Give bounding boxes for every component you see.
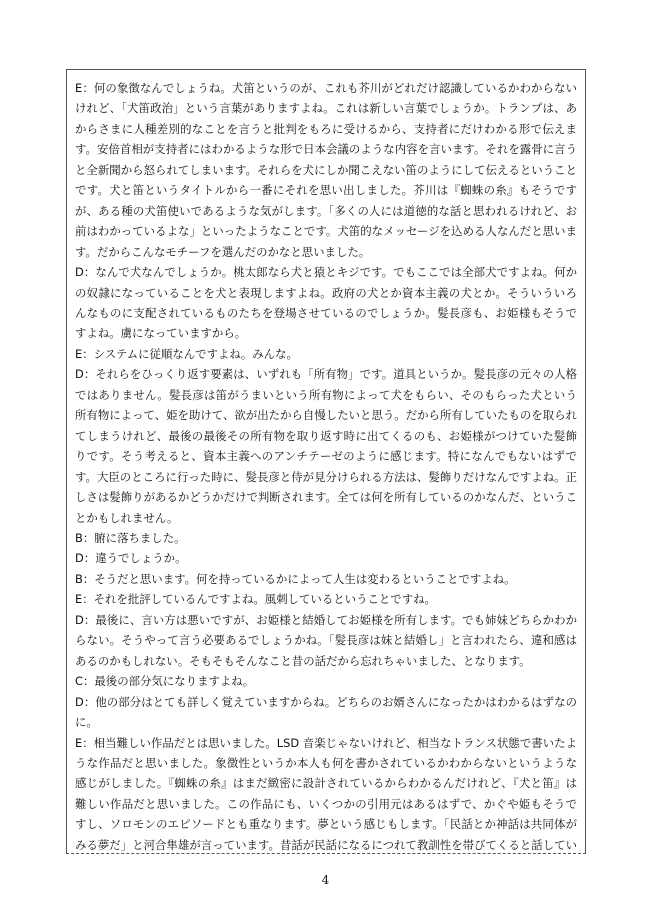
dialogue-paragraph-11: D：他の部分はとても詳しく覚えていますからね。どちらのお婿さんになったかはわかるはずなのに。 <box>75 694 577 730</box>
dialogue-paragraph-10: C：最後の部分気になりますよね。 <box>75 674 255 689</box>
dialogue-paragraph-8: E：それを批評しているんですよね。風刺しているということですね。 <box>75 592 436 607</box>
dialogue-box <box>66 69 586 854</box>
dialogue-paragraph-4: D：それらをひっくり返す要素は、いずれも「所有物」です。道具というか。髪長彦の元々の人格ではありません。髪長彦は笛がうまいという所有物によって犬をもらい、そのもらった犬という所有物によって、姫を助けて、欲が出たから自慢したいと思う。だから所有していたものを取られてしまうけれど、最後の最後その所有物を取り返す時に出てくるのも、お姫様がつけていた髪飾りです。そう考えると、資本主義へのアンチテーゼのように感じます。特になんでもないはずです。大臣のところに行った時に、髪長彦と侍が見分けられる方法は、髪飾りだけなんですよね。正しさは髪飾りがあるかどうかだけで判断されます。全ては何を所有しているのかなんだ、ということかもしれません。 <box>75 367 577 525</box>
dialogue-paragraph-1: E：何の象徴なんでしょうね。犬笛というのが、これも芥川がどれだけ認識しているかわからないけれど、「犬笛政治」という言葉がありますよね。これは新しい言葉でしょうか。トランプは、あからさまに人種差別的なことを言うと批判をもろに受けるから、支持者にだけわかる形で伝えます。安倍首相が支持者にはわかるような形で日本会議のような内容を言います。それを露骨に言うと全新聞から怒られてしまいます。それらを犬にしか聞こえない笛のようにして伝えるということです。犬と笛というタイトルから一番にそれを思い出しました。芥川は『蜘蛛の糸』もそうですが、ある種の犬笛使いであるような気がします。「多くの人には道徳的な話と思われるけれど、お前はわかっているよな」といったようなことです。犬笛的なメッセージを込める人なんだと思います。だからこんなモチーフを選んだのかなと思いました。 <box>75 81 577 259</box>
dialogue-paragraph-3: E：システムに従順なんですよね。みんな。 <box>75 346 298 361</box>
dialogue-paragraph-9: D：最後に、言い方は悪いですが、お姫様と結婚してお姫様を所有します。でも姉妹どちらかわからない。そうやって言う必要あるでしょうかね。「髪長彦は妹と結婚し」と言われたら、違和感はあるのかもしれない。そもそもそんなこと昔の話だから忘れちゃいました、となります。 <box>75 612 577 668</box>
dialogue-paragraph-7: B：そうだと思います。何を持っているかによって人生は変わるということですよね。 <box>75 571 516 586</box>
dialogue-paragraph-6: D：違うでしょうか。 <box>75 551 187 566</box>
dialogue-paragraph-2: D：なんで犬なんでしょうか。桃太郎なら犬と猿とキジです。でもここでは全部犬ですよね。何かの奴隷になっていることを犬と表現しますよね。政府の犬とか資本主義の犬とか。そういういろんなものに支配されているものたちを登場させているのでしょうか。髪長彦も、お姫様もそうですよね。虜になっていますから。 <box>75 265 577 341</box>
page-number: 4 <box>321 873 330 887</box>
dialogue-paragraph-12: E：相当難しい作品だとは思いました。LSD 音楽じゃないけれど、相当なトランス状態で書いたような作品だと思いました。象徴性というか本人も何を書かされているかわからないというような感じがしました。『蜘蛛の糸』はまだ緻密に設計されているからわかるんだけれど、『犬と笛』は難しい作品だと思いました。この作品にも、いくつかの引用元はあるはずで、かぐや姫もそうですし、ソロモンのエピソードとも重なります。夢という感じもします。「民話とか神話は共同体がみる夢だ」と河合隼雄が言っています。昔話が民話になるにつれて教訓性を帯びてくると話してい <box>75 735 577 852</box>
dialogue-paragraph-5: B：腑に落ちました。 <box>75 530 186 545</box>
